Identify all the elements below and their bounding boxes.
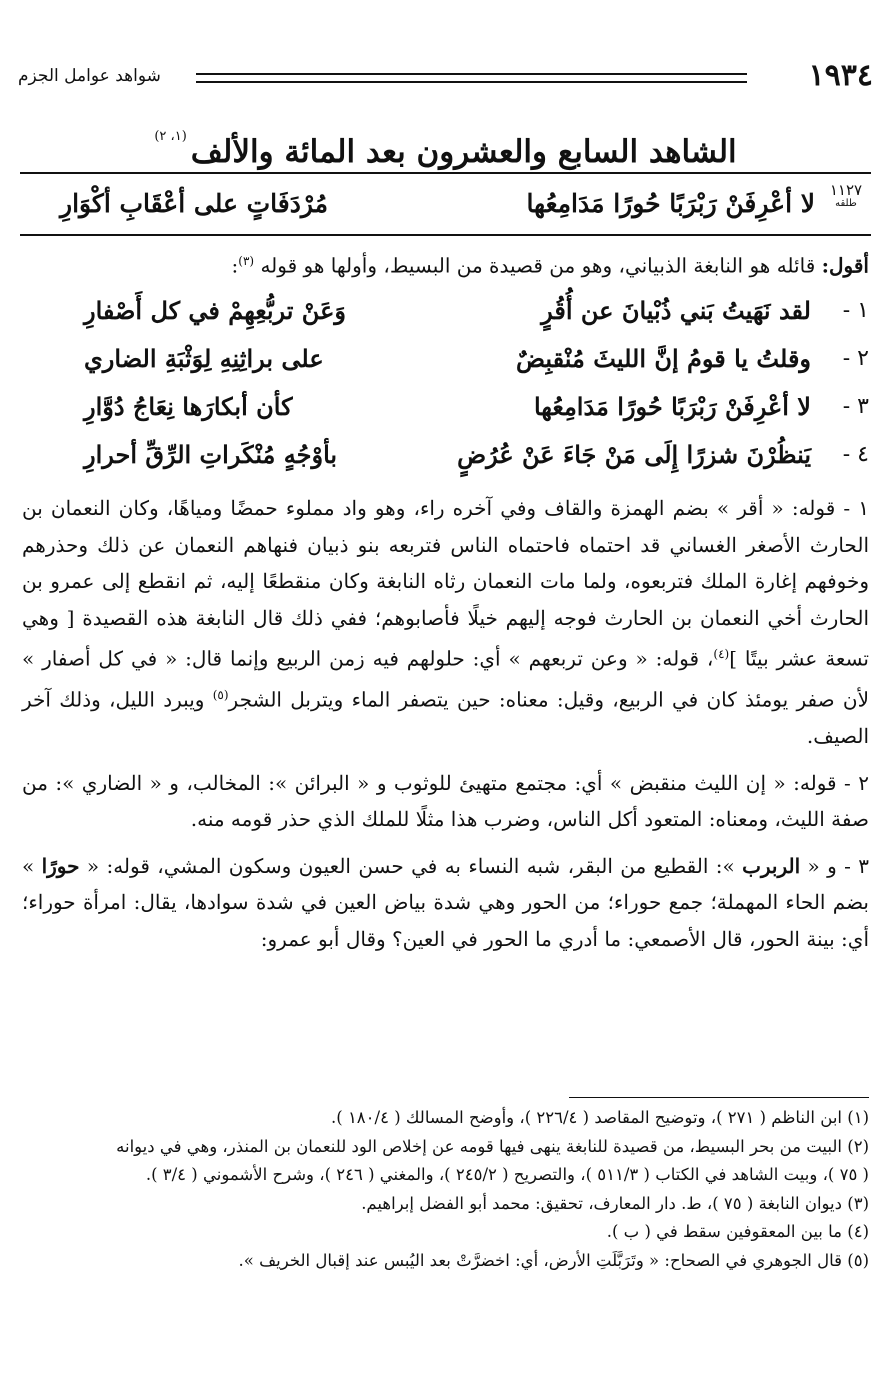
verse-number-value: ١١٢٧ bbox=[829, 181, 863, 199]
commentary-text: ٣ - و « bbox=[800, 853, 870, 878]
poem-verse-hemistich-1: يَنظُرْنَ شزرًا إِلَى مَنْ جَاءَ عَنْ عُرُضٍ bbox=[457, 440, 811, 469]
poem-verse-hemistich-2: على براثِنِهِ لِوَثْبَةِ الضاري bbox=[84, 344, 324, 373]
poem-verse-row bbox=[70, 432, 869, 478]
commentary-term: حورًا bbox=[41, 853, 80, 878]
verse-meter-tag: طلقه bbox=[835, 198, 857, 209]
footnotes bbox=[22, 1104, 869, 1275]
page-number: ١٩٣٤ bbox=[808, 58, 873, 93]
intro-line bbox=[40, 246, 869, 281]
commentary-text: ، قوله: « وعن تربعهم » أي: حلولهم فيه زمن الربيع وإنما قال: « في كل أصفار » لأن صفر يومئذ كان في الربيع، وقيل: معناه: حين يتصفر الماء ويتربل الشجر bbox=[22, 646, 869, 712]
commentary-text: » بضم الحاء المهملة؛ جمع حوراء؛ من الحور وهي شدة بياض العين في شدة سوادها، يقال: امرأة حوراء؛ أي: بينة الحور، قال الأصمعي: ما أدري ما الحور في العين؟ وقال أبو عمرو: bbox=[22, 853, 869, 951]
section-title bbox=[0, 112, 891, 177]
intro-end: : bbox=[231, 253, 239, 278]
commentary-paragraph-3 bbox=[22, 848, 869, 958]
main-verse-hemistich-2: مُرْدَفَاتٍ على أعْقَابِ أكْوَارِ bbox=[60, 189, 329, 218]
footnote: (٤) ما بين المعقوفين سقط في ( ب ). bbox=[606, 1222, 869, 1241]
footnote: (٣) ديوان النابغة ( ٧٥ )، ط. دار المعارف، تحقيق: محمد أبو الفضل إبراهيم. bbox=[361, 1193, 869, 1213]
poem-verse-number: ٤ - bbox=[842, 442, 869, 467]
section-title-text: الشاهد السابع والعشرون بعد المائة والألف bbox=[190, 134, 737, 170]
poem-verse-hemistich-2: كأن أبكارَها نِعَاجُ دُوَّارِ bbox=[84, 392, 293, 421]
main-verse-box bbox=[20, 172, 871, 236]
intro-label: أقول: bbox=[821, 253, 869, 278]
poem-verse-row bbox=[70, 336, 869, 382]
footnote-ref: (٤) bbox=[713, 647, 730, 661]
running-header bbox=[18, 56, 873, 96]
poem-verse-row bbox=[70, 288, 869, 334]
footnote: (١) ابن الناظم ( ٢٧١ )، وتوضيح المقاصد ( ٢٢٦/٤ )، وأوضح المسالك ( ١٨٠/٤ ). bbox=[331, 1108, 869, 1127]
section-title-note-ref: (١، ٢) bbox=[154, 129, 187, 144]
poem-verse-hemistich-1: لقد نَهَيتُ بَني ذُبْيانَ عن أُقُرٍ bbox=[541, 296, 811, 325]
footnote-ref: (٥) bbox=[212, 688, 229, 703]
footnote-separator bbox=[569, 1097, 869, 1098]
main-verse-hemistich-1: لا أعْرِفَنْ رَبْرَبًا حُورًا مَدَامِعُها bbox=[526, 189, 815, 218]
running-title: شواهد عوامل الجزم bbox=[18, 66, 161, 86]
poem-verse-row bbox=[70, 384, 869, 430]
poem-verse-hemistich-2: وَعَنْ تربُّعِهِمْ في كل أَصْفارِ bbox=[84, 296, 346, 325]
poem-verse-number: ٢ - bbox=[842, 346, 869, 371]
footnote: (٢) البيت من بحر البسيط، من قصيدة للنابغة ينهى فيها قومه عن إخلاص الود للنعمان بن المنذر، وهي في ديوانه bbox=[116, 1136, 869, 1156]
poem-verse-hemistich-2: بأوْجُهٍ مُنْكَراتِ الرِّقِّ أحرارِ bbox=[84, 440, 338, 469]
header-double-rule bbox=[196, 73, 747, 83]
poem-verse-hemistich-1: لا أعْرِفَنْ رَبْرَبًا حُورًا مَدَامِعُها bbox=[533, 392, 811, 421]
footnote: ( ٧٥ )، وبيت الشاهد في الكتاب ( ٥١١/٣ )، والتصريح ( ٢٤٥/٢ )، والمغني ( ٢٤٦ )، وشرح الأشموني ( ٣/٤ ). bbox=[145, 1165, 869, 1184]
poem-verse-number: ١ - bbox=[842, 298, 869, 323]
commentary-paragraph-1 bbox=[22, 490, 869, 755]
intro-text: قائله هو النابغة الذبياني، وهو من قصيدة من البسيط، وأولها هو قوله bbox=[260, 253, 816, 278]
commentary-term: الربرب bbox=[742, 853, 801, 878]
commentary-text: »: القطيع من البقر، شبه النساء به في حسن العيون وسكون المشي، قوله: « bbox=[79, 853, 743, 878]
intro-note-ref: (٣) bbox=[238, 254, 255, 268]
poem-verse-number: ٣ - bbox=[842, 394, 869, 419]
footnote: (٥) قال الجوهري في الصحاح: « وتَرَبَّلَتِ الأرض، أي: اخضرَّتْ بعد اليُبس عند إقبال الخريف ». bbox=[238, 1250, 869, 1270]
verse-number bbox=[825, 182, 867, 210]
commentary-text: ١ - قوله: « أقر » بضم الهمزة والقاف وفي آخره راء، وهو واد مملوء حمضًا ومياهًا، وكان النعمان بن الحارث الأصغر الغساني قد احتماه فاحتماه الناس فتربعه بنو ذبيان فنهاهم النعمان عن ذلك وحذرهم وخوفهم إغارة الملك فتربعوه، ولما مات النعمان رثاه النابغة وكان منقطعًا إليه، ثم انقطع إلى عمرو بن الحارث أخي النعمان بن الحارث فوجه إليهم خيلًا فأصابوهم؛ ففي ذلك قال النابغة هذه القصيدة [ وهي تسعة عشر بيتًا ] bbox=[22, 496, 869, 671]
commentary-text: ويبرد الليل، وذلك آخر الصيف. bbox=[22, 687, 869, 749]
poem-verse-hemistich-1: وقلتُ يا قومُ إنَّ الليثَ مُنْقبِضٌ bbox=[516, 344, 811, 373]
commentary bbox=[22, 490, 869, 967]
commentary-paragraph-2: ٢ - قوله: « إن الليث منقبض » أي: مجتمع متهيئ للوثوب و « البرائن »: المخالب، و « الضاري »: من صفة الليث، ومعناه: المتعود أكل الناس، وضرب هذا مثلًا للملك الذي حذر قومه منه. bbox=[22, 770, 869, 832]
